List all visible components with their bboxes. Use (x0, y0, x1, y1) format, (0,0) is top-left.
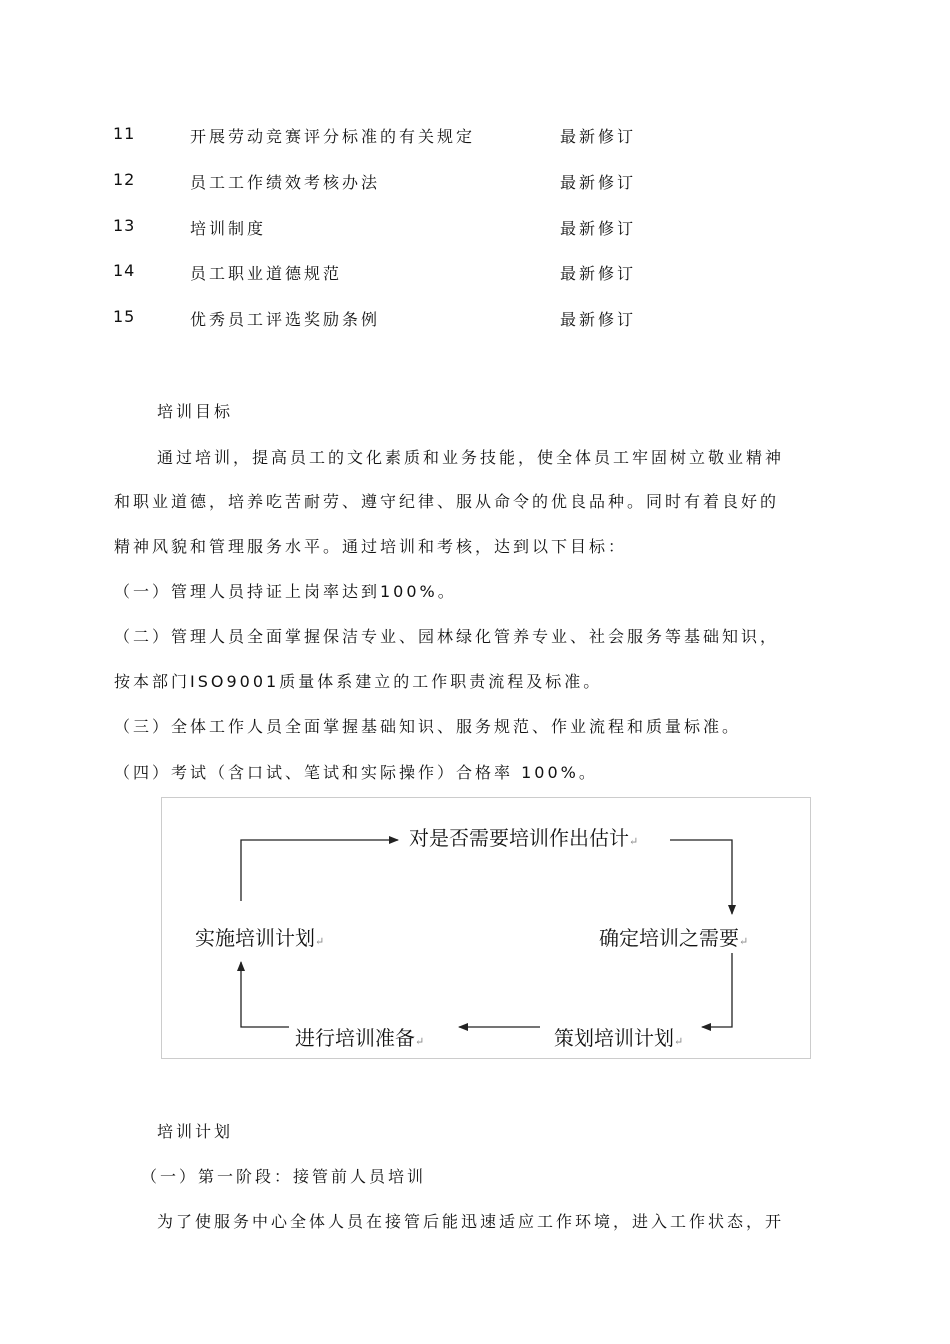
goal-item: （二）管理人员全面掌握保洁专业、园林绿化管养专业、社会服务等基础知识， (114, 627, 780, 646)
regulation-row (113, 170, 673, 194)
arrow-assess-to-determine (670, 840, 732, 914)
regulation-number: 14 (113, 261, 136, 280)
regulation-status: 最新修订 (560, 127, 637, 146)
paragraph-mark: ↵ (674, 1035, 684, 1048)
paragraph-mark: ↵ (315, 935, 325, 948)
flow-node-assess-label: 对是否需要培训作出估计 (409, 826, 629, 850)
regulation-title: 优秀员工评选奖励条例 (190, 310, 381, 329)
training-cycle-diagram (161, 797, 811, 1059)
flow-node-prepare (295, 1022, 424, 1051)
regulation-status: 最新修订 (560, 310, 637, 329)
regulation-title: 培训制度 (190, 219, 267, 238)
goal-item: 按本部门ISO9001质量体系建立的工作职责流程及标准。 (114, 672, 603, 691)
regulation-row (113, 124, 673, 148)
regulation-title: 员工职业道德规范 (190, 264, 343, 283)
plan-heading: 培训计划 (157, 1122, 234, 1141)
flow-node-implement-label: 实施培训计划 (195, 926, 315, 950)
flow-node-plan-label: 策划培训计划 (554, 1026, 674, 1050)
regulation-title: 员工工作绩效考核办法 (190, 173, 381, 192)
goal-item: （四）考试（含口试、笔试和实际操作）合格率 100%。 (114, 763, 598, 782)
regulation-row (113, 307, 673, 331)
goals-intro-line: 通过培训，提高员工的文化素质和业务技能，使全体员工牢固树立敬业精神 (157, 448, 785, 467)
flow-node-plan (554, 1022, 683, 1051)
regulation-status: 最新修订 (560, 173, 637, 192)
paragraph-mark: ↵ (629, 835, 639, 848)
arrow-implement-to-assess (241, 840, 398, 901)
regulation-row (113, 261, 673, 285)
goal-item: （三）全体工作人员全面掌握基础知识、服务规范、作业流程和质量标准。 (114, 717, 742, 736)
paragraph-mark: ↵ (415, 1035, 425, 1048)
paragraph-mark: ↵ (739, 935, 749, 948)
goals-intro-line: 精神风貌和管理服务水平。通过培训和考核，达到以下目标： (114, 537, 628, 556)
regulation-row (113, 216, 673, 240)
regulation-status: 最新修订 (560, 264, 637, 283)
flow-node-determine-label: 确定培训之需要 (599, 926, 739, 950)
regulation-number: 12 (113, 170, 136, 189)
regulation-number: 13 (113, 216, 136, 235)
flow-node-assess (409, 822, 638, 851)
regulation-status: 最新修订 (560, 219, 637, 238)
arrow-prepare-to-implement (241, 962, 289, 1027)
plan-stage-text: 为了使服务中心全体人员在接管后能迅速适应工作环境，进入工作状态，开 (157, 1212, 785, 1231)
arrow-determine-to-plan (702, 953, 732, 1027)
goals-heading: 培训目标 (157, 402, 234, 421)
flow-node-implement (195, 922, 324, 951)
flow-node-prepare-label: 进行培训准备 (295, 1026, 415, 1050)
regulation-number: 11 (113, 124, 136, 143)
regulation-number: 15 (113, 307, 136, 326)
regulation-title: 开展劳动竞赛评分标准的有关规定 (190, 127, 476, 146)
goal-item: （一）管理人员持证上岗率达到100%。 (114, 582, 457, 601)
plan-stage-heading: （一）第一阶段：接管前人员培训 (141, 1167, 427, 1186)
goals-intro-line: 和职业道德，培养吃苦耐劳、遵守纪律、服从命令的优良品种。同时有着良好的 (114, 492, 780, 511)
flow-node-determine (599, 922, 748, 951)
